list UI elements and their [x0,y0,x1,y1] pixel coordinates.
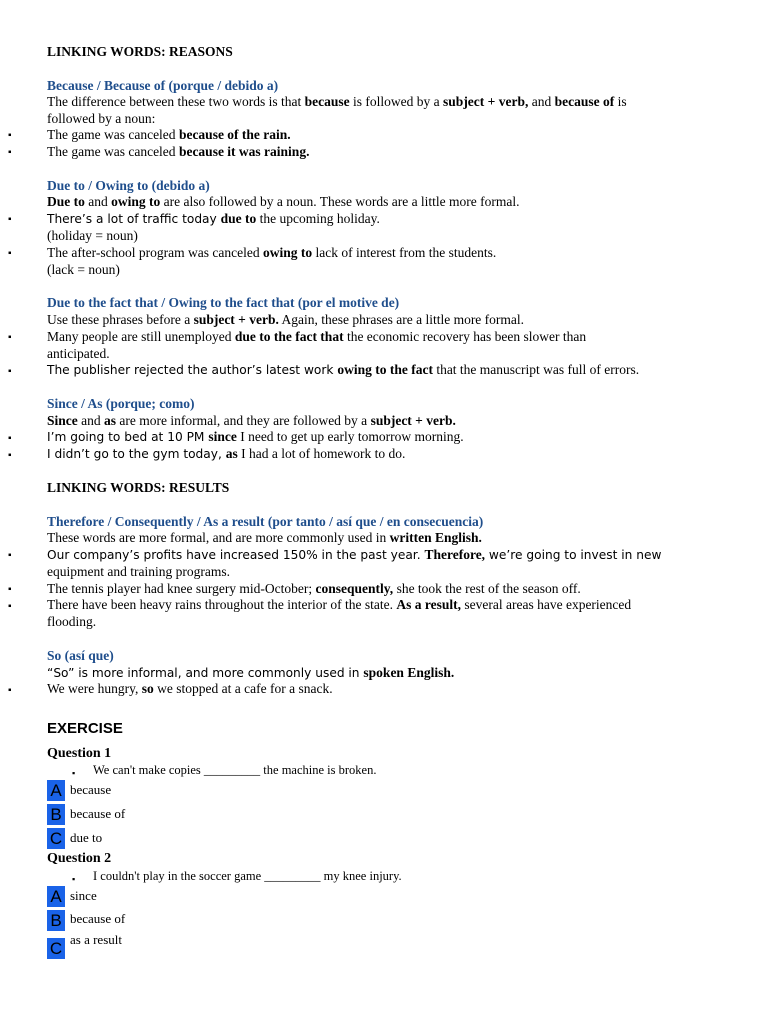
due-fact-intro: Use these phrases before a subject + verb. Again, these phrases are a little more formal. [47,312,525,327]
due-fact-example-1: Many people are still unemployed due to the fact that the economic recovery has been slower than [47,329,587,344]
question-1-option-b-text[interactable]: because of [70,806,126,821]
so-intro: “So” is more informal, and more commonly used in spoken English. [47,665,455,680]
due-to-subheading: Due to / Owing to (debido a) [47,178,210,193]
therefore-intro: These words are more formal, and are more commonly used in written English. [47,530,482,545]
question-2-option-a-letter[interactable]: A [47,886,65,907]
question-1-option-a-text[interactable]: because [70,782,112,797]
therefore-example-1-cont: equipment and training programs. [47,564,230,579]
bullet-icon: ▪ [72,768,76,778]
due-fact-example-2: The publisher rejected the author’s latest work owing to the fact that the manuscript was full of errors. [47,362,640,377]
due-to-example-2-note: (lack = noun) [47,262,120,277]
bullet-icon: ▪ [8,433,12,444]
question-1-option-b-letter[interactable]: B [47,804,65,825]
question-1-option-a-letter[interactable]: A [47,780,65,801]
question-2-option-b-text[interactable]: because of [70,911,126,926]
therefore-example-1: Our company’s profits have increased 150% in the past year. Therefore, we’re going to invest in new [47,547,662,562]
bullet-icon: ▪ [8,584,12,595]
question-2-option-c-letter[interactable]: C [47,938,65,959]
due-fact-subheading: Due to the fact that / Owing to the fact that (por el motive de) [47,295,400,310]
because-intro-line2: followed by a noun: [47,111,156,126]
since-example-1: I’m going to bed at 10 PM since I need to get up early tomorrow morning. [47,429,464,444]
because-example-1: The game was canceled because of the rain. [47,127,291,142]
question-1-option-c-text[interactable]: due to [70,830,103,845]
so-subheading: So (así que) [47,648,114,663]
due-fact-example-1-cont: anticipated. [47,346,110,361]
question-2-option-a-text[interactable]: since [70,888,97,903]
so-example-1: We were hungry, so we stopped at a cafe for a snack. [47,681,333,696]
due-to-intro: Due to and owing to are also followed by a noun. These words are a little more formal. [47,194,520,209]
since-intro: Since and as are more informal, and they are followed by a subject + verb. [47,413,456,428]
bullet-icon: ▪ [8,248,12,259]
bullet-icon: ▪ [8,450,12,461]
since-subheading: Since / As (porque; como) [47,396,195,411]
bullet-icon: ▪ [8,130,12,141]
therefore-subheading: Therefore / Consequently / As a result (por tanto / así que / en consecuencia) [47,514,484,529]
because-subheading: Because / Because of (porque / debido a) [47,78,279,93]
question-1-option-c-letter[interactable]: C [47,828,65,849]
therefore-example-3: There have been heavy rains throughout the interior of the state. As a result, several areas have experienced [47,597,632,612]
bullet-icon: ▪ [8,214,12,225]
results-heading: LINKING WORDS: RESULTS [47,480,230,495]
bullet-icon: ▪ [8,332,12,343]
bullet-icon: ▪ [8,147,12,158]
therefore-example-3-cont: flooding. [47,614,97,629]
due-to-example-1: There’s a lot of traffic today due to the upcoming holiday. [47,211,380,226]
question-2-option-b-letter[interactable]: B [47,910,65,931]
reasons-heading: LINKING WORDS: REASONS [47,44,233,59]
bullet-icon: ▪ [8,685,12,696]
question-1-label: Question 1 [47,746,112,761]
question-2-label: Question 2 [47,851,112,866]
exercise-heading: EXERCISE [47,720,123,737]
bullet-icon: ▪ [72,874,76,884]
due-to-example-2: The after-school program was canceled owing to lack of interest from the students. [47,245,497,260]
since-example-2: I didn’t go to the gym today, as I had a lot of homework to do. [47,446,406,461]
therefore-example-2: The tennis player had knee surgery mid-October; consequently, she took the rest of the season off. [47,581,581,596]
because-intro-line1: The difference between these two words is that because is followed by a subject + verb, and because of is [47,94,627,109]
bullet-icon: ▪ [8,366,12,377]
question-2-option-c-text[interactable]: as a result [70,932,122,947]
question-2-text: I couldn't play in the soccer game _________ my knee injury. [93,869,402,883]
due-to-example-1-note: (holiday = noun) [47,228,138,243]
question-1-text: We can't make copies _________ the machine is broken. [93,763,377,777]
because-example-2: The game was canceled because it was raining. [47,144,310,159]
bullet-icon: ▪ [8,550,12,561]
bullet-icon: ▪ [8,601,12,612]
